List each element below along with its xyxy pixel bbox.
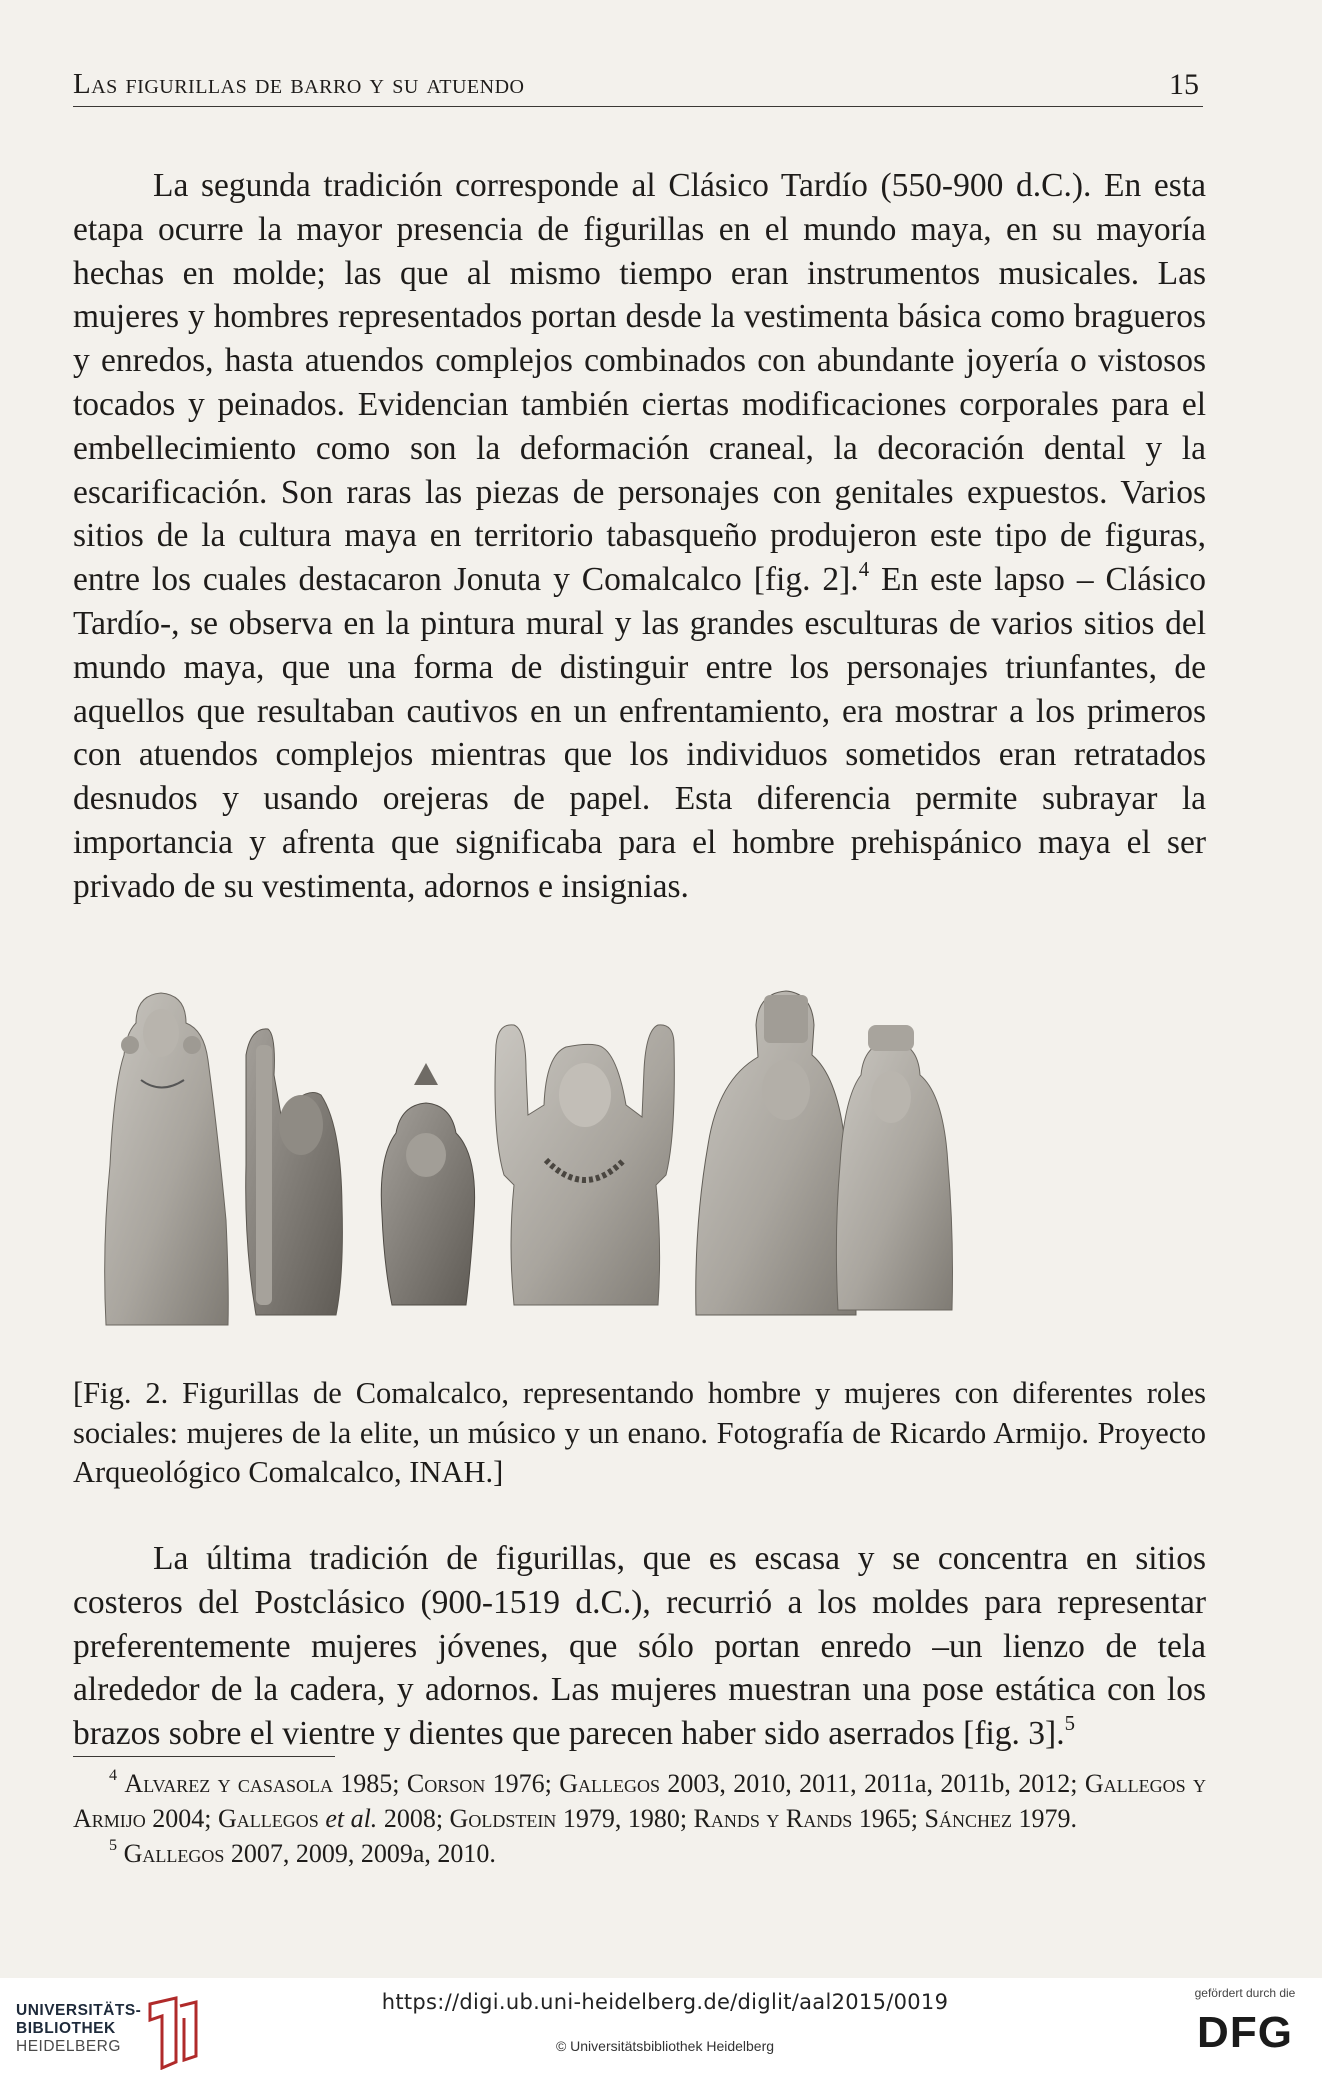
footnote-ref-4[interactable]: 4 bbox=[858, 558, 870, 582]
document-url[interactable]: https://digi.ub.uni-heidelberg.de/diglit/aal2015/0019 bbox=[381, 1990, 949, 2014]
footnote-author: Corson bbox=[406, 1769, 486, 1798]
footnote-5 bbox=[73, 1836, 1206, 1871]
footnote-author: Gallegos bbox=[218, 1804, 319, 1833]
paragraph-text: La segunda tradición corresponde al Clásico Tardío (550-900 d.C.). En esta etapa ocurre la mayor presencia de figurillas en el mundo maya, en su mayoría hechas en molde; las que al mismo tiempo eran instrumentos musicales. Las mujeres y hombres representados portan desde la vestimenta básica como bragueros y enredos, hasta atuendos complejos combinados con abundante joyería o vistosos tocados y peinados. Evidencian también ciertas modificaciones corporales para el embellecimiento como son la deformación craneal, la decoración dental y la escarificación. Son raras las piezas de personajes con genitales expuestos. Varios sitios de la cultura maya en territorio tabasqueño produjeron este tipo de figuras, entre los cuales destacaron Jonuta y Comalcalco [fig. 2]. bbox=[73, 167, 1206, 599]
footnote-4 bbox=[73, 1766, 1206, 1836]
footnote-text: 1979, 1980; bbox=[556, 1804, 694, 1833]
figurine-musician bbox=[246, 1029, 343, 1315]
library-mark-icon bbox=[144, 1996, 206, 2070]
footnote-text: 2008; bbox=[377, 1804, 450, 1833]
dfg-logo[interactable]: DFG bbox=[1197, 2008, 1293, 2057]
footnote-number: 5 bbox=[109, 1837, 118, 1855]
footnote-number: 4 bbox=[109, 1767, 118, 1785]
footnote-text: 2007, 2009, 2009a, 2010. bbox=[224, 1839, 496, 1868]
library-banner bbox=[0, 1978, 1322, 2085]
university-library-logo[interactable] bbox=[16, 1998, 216, 2068]
body-paragraph-2 bbox=[73, 1537, 1206, 1756]
figurine-elite-woman-2 bbox=[696, 991, 856, 1315]
footnote-ref-5[interactable]: 5 bbox=[1064, 1712, 1075, 1736]
footnote-text: 1979. bbox=[1011, 1804, 1077, 1833]
footnote-divider bbox=[73, 1756, 335, 1757]
footnote-author: Gallegos bbox=[559, 1769, 660, 1798]
footnote-etal: et al. bbox=[325, 1804, 378, 1833]
body-paragraph-1 bbox=[73, 164, 1206, 909]
footnote-author: Sánchez bbox=[924, 1804, 1012, 1833]
library-name-line3: HEIDELBERG bbox=[16, 2038, 121, 2055]
footnote-text: 2004; bbox=[145, 1804, 219, 1833]
footnote-author: Gallegos y Armijo bbox=[73, 1769, 1207, 1833]
copyright-notice: © Universitätsbibliothek Heidelberg bbox=[555, 2038, 775, 2054]
running-title: Las figurillas de barro y su atuendo bbox=[73, 68, 525, 100]
paragraph-text: La última tradición de figurillas, que es escasa y se concentra en sitios costeros del Postclásico (900-1519 d.C.), recurrió a los moldes para representar preferentemente mujeres jóvenes, que sólo portan enredo –un lienzo de tela alrededor de la cadera, y adornos. Las mujeres muestran una pose estática con los brazos sobre el vientre y dientes que parecen haber sido aserrados [fig. 3]. bbox=[73, 1540, 1206, 1753]
running-header bbox=[73, 66, 1203, 107]
footnote-text: 1985; bbox=[332, 1769, 407, 1798]
library-name-line2: BIBLIOTHEK bbox=[16, 2020, 116, 2037]
footnote-author: Goldstein bbox=[449, 1804, 557, 1833]
figurine-dwarf bbox=[381, 1063, 474, 1305]
figurine-elite-woman-1 bbox=[105, 993, 229, 1325]
funding-note: gefördert durch die bbox=[1194, 1986, 1296, 2000]
figure-photograph bbox=[96, 985, 1204, 1360]
footnote-text: 1976; bbox=[485, 1769, 560, 1798]
figurines-photo bbox=[96, 985, 1204, 1360]
page-number: 15 bbox=[1169, 68, 1199, 101]
paragraph-text: En este lapso – Clásico Tardío-, se observa en la pintura mural y las grandes esculturas de varios sitios del mundo maya, que una forma de distinguir entre los personajes triunfantes, de aquellos que resultaban cautivos en un enfrentamiento, era mostrar a los primeros con atuendos complejos mientras que los individuos sometidos eran retratados desnudos y usando orejeras de papel. Esta diferencia permite subrayar la importancia y afrenta que significaba para el hombre prehispánico maya el ser privado de su vestimenta, adornos e insignias. bbox=[73, 561, 1206, 905]
footnote-author: Alvarez y casasola bbox=[124, 1769, 333, 1798]
figurine-elite-woman-raised-arms bbox=[495, 1025, 674, 1305]
footnote-author: Gallegos bbox=[123, 1839, 225, 1868]
figure-caption: [Fig. 2. Figurillas de Comalcalco, representando hombre y mujeres con diferentes roles sociales: mujeres de la elite, un músico y un enano. Fotografía de Ricardo Armijo. Proyecto Arqueológico Comalcalco, INAH.] bbox=[73, 1376, 1206, 1489]
footnote-author: Rands y Rands bbox=[693, 1804, 853, 1833]
figurine-young-woman bbox=[836, 1025, 952, 1310]
footnote-text: 2003, 2010, 2011, 2011a, 2011b, 2012; bbox=[660, 1769, 1085, 1798]
footnotes bbox=[73, 1766, 1206, 1871]
footnote-text: 1965; bbox=[852, 1804, 925, 1833]
library-name-line1: UNIVERSITÄTS- bbox=[16, 2002, 142, 2019]
